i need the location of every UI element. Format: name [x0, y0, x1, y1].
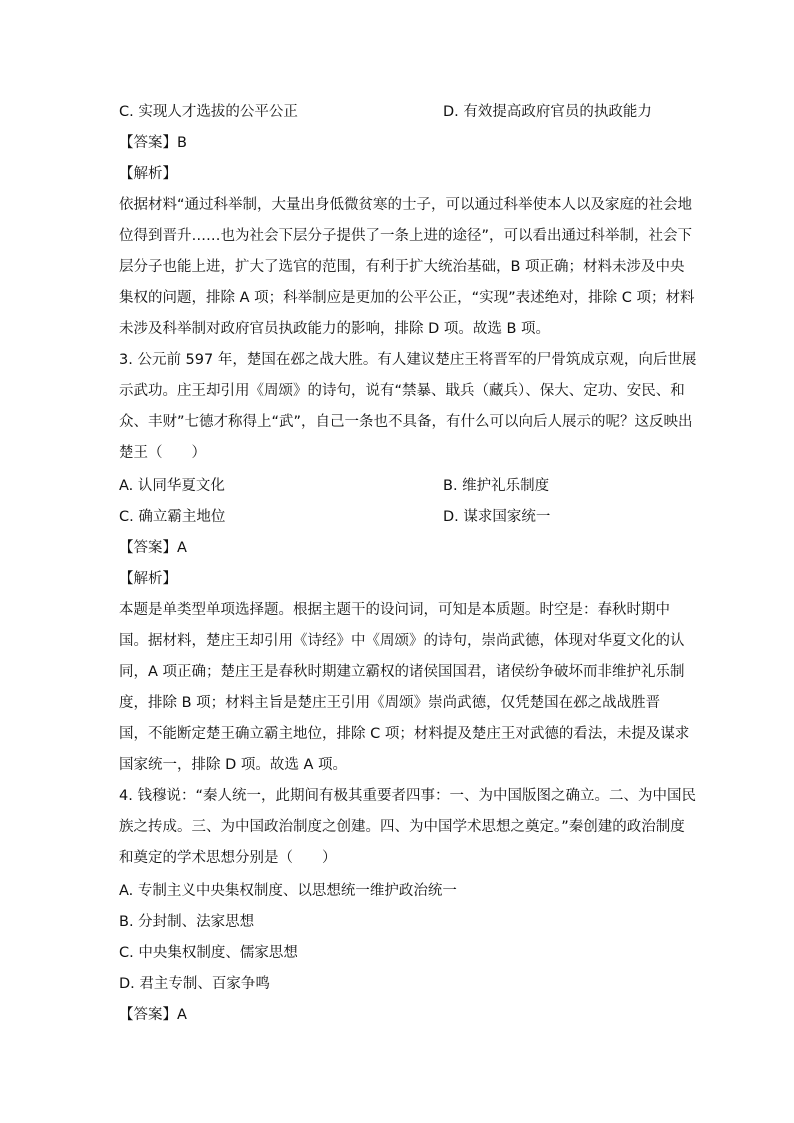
q2-analysis-line: 依据材料“通过科举制，大量出身低微贫寒的士子，可以通过科举使本人以及家庭的社会地 — [119, 197, 693, 213]
q2-analysis-line: 层分子也能上进，扩大了选官的范围，有利于扩大统治基础，B 项正确；材料未涉及中央 — [119, 259, 685, 275]
q3-analysis-line: 同，A 项正确；楚庄王是春秋时期建立霸权的诸侯国国君，诸侯纷争破坏而非维护礼乐制 — [119, 664, 685, 680]
q4-option-b: B. 分封制、法家思想 — [119, 914, 255, 930]
q2-option-d: D. 有效提高政府官员的执政能力 — [443, 104, 652, 120]
q3-stem-line: 示武功。庄王却引用《周颂》的诗句，说有“禁暴、戢兵（藏兵）、保大、定功、安民、和 — [119, 383, 685, 399]
q3-analysis-line: 本题是单类型单项选择题。根据主题干的设问词，可知是本质题。时空是：春秋时期中 — [119, 602, 670, 618]
q4-stem-line: 族之抟成。三、为中国政治制度之创建。四、为中国学术思想之奠定。”秦创建的政治制度 — [119, 819, 685, 835]
q3-option-c: C. 确立霸主地位 — [119, 509, 226, 525]
q3-option-a: A. 认同华夏文化 — [119, 478, 225, 494]
q4-answer: 【答案】A — [119, 1007, 187, 1023]
q3-analysis-line: 国家统一，排除 D 项。故选 A 项。 — [119, 757, 348, 773]
q3-analysis-line: 度，排除 B 项；材料主旨是楚庄王引用《周颂》崇尚武德，仅凭楚国在邲之战战胜晋 — [119, 695, 661, 711]
q4-stem-line: 和奠定的学术思想分别是（ ） — [119, 850, 337, 866]
q3-analysis-line: 国，不能断定楚王确立霸主地位，排除 C 项；材料提及楚庄王对武德的看法，未提及谋求 — [119, 726, 690, 742]
q4-option-a: A. 专制主义中央集权制度、以思想统一维护政治统一 — [119, 883, 457, 899]
q3-option-b: B. 维护礼乐制度 — [443, 478, 550, 494]
q2-option-c: C. 实现人才选拔的公平公正 — [119, 104, 298, 120]
q2-answer: 【答案】B — [119, 135, 187, 151]
q3-stem-line: 楚王（ ） — [119, 445, 206, 461]
q2-analysis-line: 位得到晋升……也为社会下层分子提供了一条上进的途径”，可以看出通过科举制，社会下 — [119, 228, 693, 244]
q2-analysis-label: 【解析】 — [119, 166, 177, 182]
q4-option-d: D. 君主专制、百家争鸣 — [119, 976, 270, 992]
q3-analysis-line: 国。据材料，楚庄王却引用《诗经》中《周颂》的诗句，崇尚武德，体现对华夏文化的认 — [119, 633, 685, 649]
q3-option-d: D. 谋求国家统一 — [443, 509, 551, 525]
q4-option-c: C. 中央集权制度、儒家思想 — [119, 945, 298, 961]
q2-analysis-line: 集权的问题，排除 A 项；科举制应是更加的公平公正，“实现”表述绝对，排除 C 项；材料 — [119, 290, 695, 306]
q3-analysis-label: 【解析】 — [119, 571, 177, 587]
q3-stem-line: 3. 公元前 597 年，楚国在邲之战大胜。有人建议楚庄王将晋军的尸骨筑成京观，向后世展 — [119, 352, 697, 368]
q3-stem-line: 众、丰财”七德才称得上“武”，自己一条也不具备，有什么可以向后人展示的呢？这反映出 — [119, 414, 693, 430]
q2-analysis-line: 未涉及科举制对政府官员执政能力的影响，排除 D 项。故选 B 项。 — [119, 321, 551, 337]
q3-answer: 【答案】A — [119, 540, 187, 556]
q4-stem-line: 4. 钱穆说：“秦人统一，此期间有极其重要者四事：一、为中国版图之确立。二、为中国民 — [119, 788, 696, 804]
